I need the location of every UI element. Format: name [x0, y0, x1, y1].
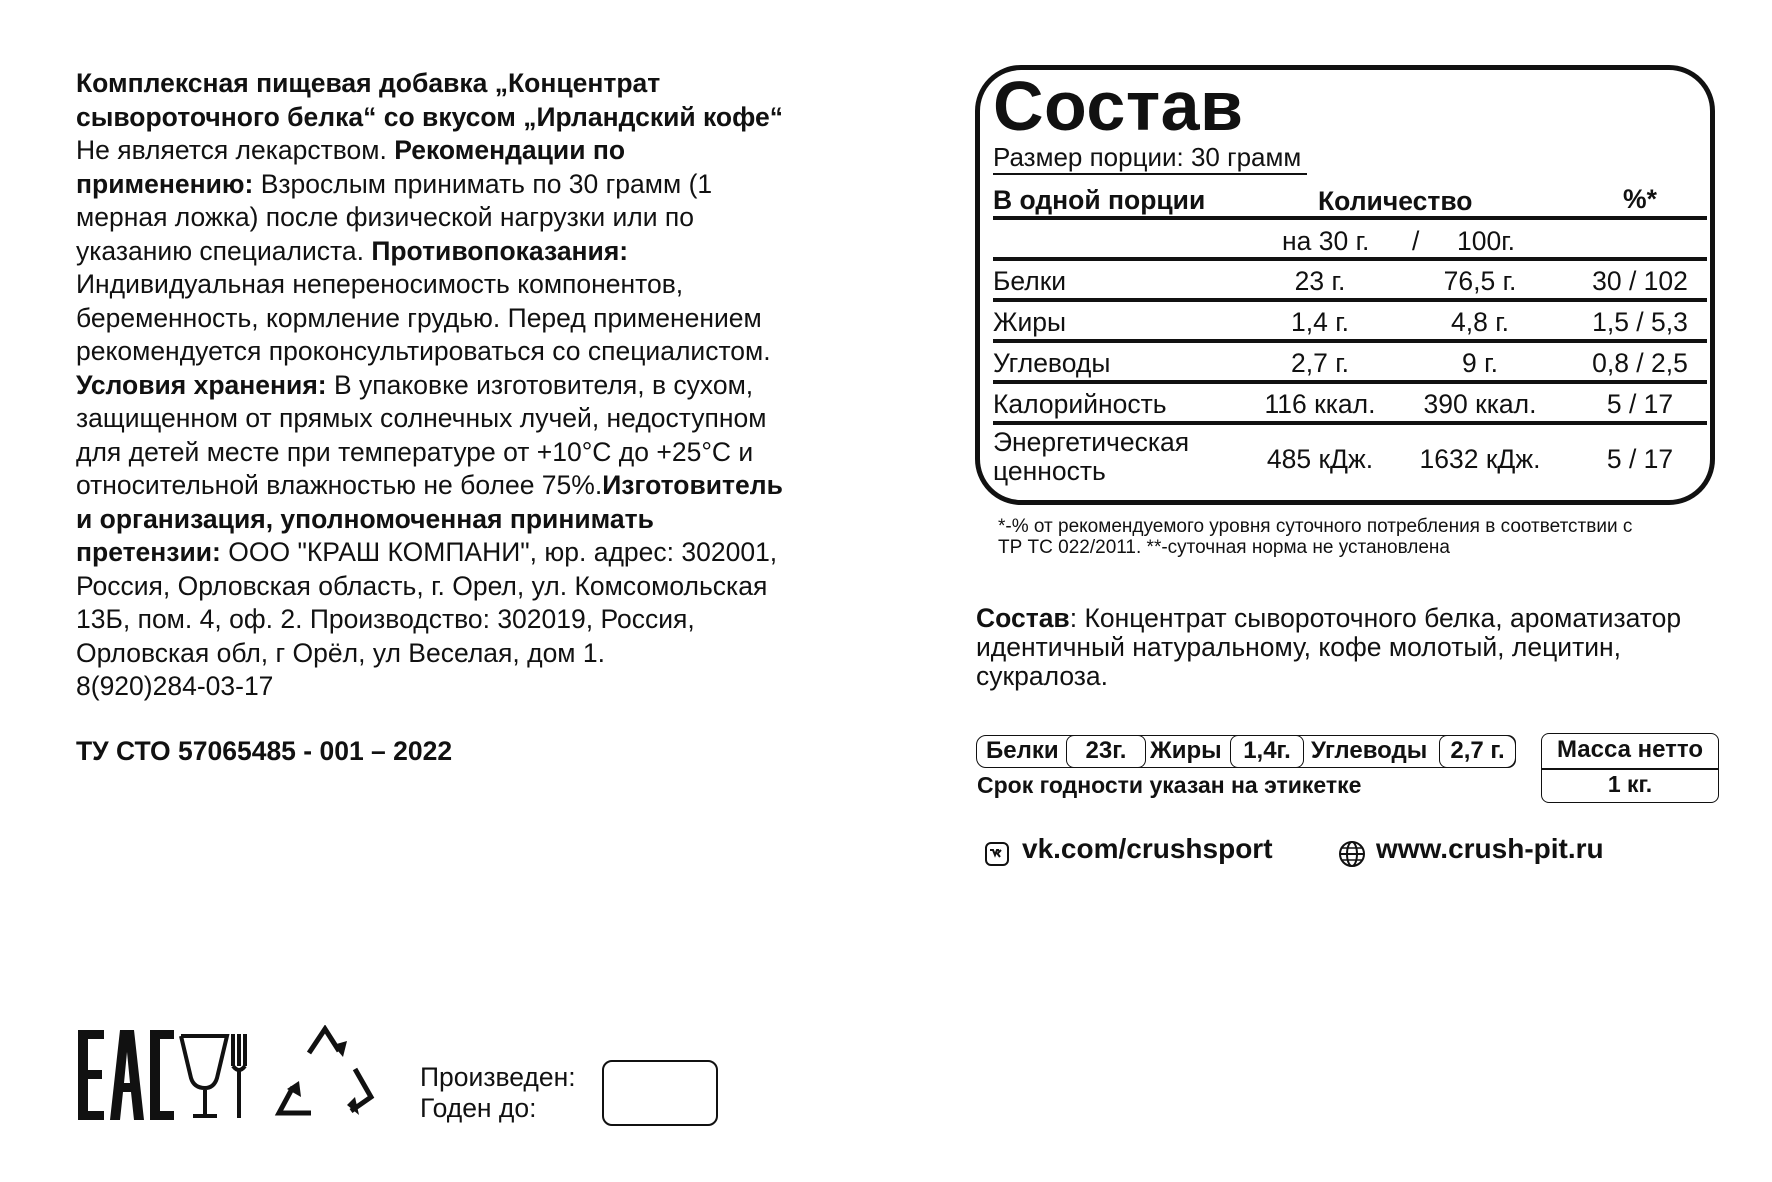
- eac-logo-icon: [76, 1030, 176, 1120]
- table-divider: [993, 298, 1707, 302]
- product-name-line-2: сывороточного белка“ со вкусом „Ирландский кофе“: [76, 101, 783, 132]
- table-divider: [993, 339, 1707, 343]
- row-energy-name: [993, 428, 1189, 486]
- net-mass-box: [1541, 733, 1719, 803]
- row-fat-percent: 1,5 / 5,3: [1592, 307, 1688, 337]
- composition-text: : Концентрат сывороточного белка, ароматизатор идентичный натуральному, кофе молотый, лецитин, сукралоза.: [976, 603, 1682, 691]
- storage-text-2: защищенном от прямых солнечных лучей, недоступном: [76, 403, 767, 433]
- manufacturer-heading-2: и организация, уполномоченная принимать: [76, 503, 654, 534]
- row-energy-100: 1632 кДж.: [1419, 444, 1541, 474]
- date-stamp-box: [602, 1060, 718, 1126]
- footnote-line-2: ТР ТС 022/2011. **-суточная норма не установлена: [998, 537, 1450, 558]
- tech-spec-code: ТУ СТО 57065485 - 001 – 2022: [76, 736, 453, 766]
- product-name-line-1: Комплексная пищевая добавка „Концентрат: [76, 68, 661, 98]
- badge-carbs-label: Углеводы: [1311, 737, 1428, 764]
- row-carbs-percent: 0,8 / 2,5: [1592, 348, 1688, 378]
- row-carbs-name: Углеводы: [993, 348, 1111, 378]
- product-description: [76, 67, 876, 704]
- row-energy-30: 485 кДж.: [1266, 444, 1374, 474]
- row-calories-30: 116 ккал.: [1264, 389, 1376, 419]
- row-energy-percent: 5 / 17: [1606, 444, 1674, 474]
- net-mass-value: 1 кг.: [1607, 771, 1653, 797]
- badge-carbs-value: 2,7 г.: [1439, 735, 1516, 768]
- row-protein-30: 23 г.: [1294, 266, 1346, 296]
- row-energy-name-line-1: Энергетическая: [993, 427, 1190, 457]
- storage-text-4: относительной влажностью не более 75%.: [76, 470, 603, 500]
- storage-text-1: В упаковке изготовителя, в сухом,: [326, 369, 754, 400]
- row-fat-name: Жиры: [993, 307, 1067, 337]
- header-amount: Количество: [1318, 186, 1473, 216]
- not-medicine-text: Не является лекарством.: [76, 135, 395, 165]
- website-link[interactable]: www.crush-pit.ru: [1376, 833, 1604, 864]
- header-percent: %*: [1623, 184, 1657, 214]
- row-calories-percent: 5 / 17: [1606, 389, 1674, 419]
- row-carbs-30: 2,7 г.: [1291, 348, 1349, 378]
- usage-heading-part-2: применению:: [76, 168, 254, 199]
- manufacturer-heading-1: Изготовитель: [602, 470, 783, 500]
- usage-text-2: мерная ложка) после физической нагрузки или по: [76, 202, 695, 232]
- badge-protein-label: Белки: [986, 737, 1059, 764]
- composition-label: Состав: [976, 603, 1070, 633]
- header-per-serving: В одной порции: [993, 185, 1206, 215]
- expiry-date-label: Годен до:: [420, 1093, 537, 1123]
- footnote-line-1: *-% от рекомендуемого уровня суточного потребления в соответствии с: [998, 516, 1633, 537]
- table-divider: [993, 421, 1707, 425]
- manufacturer-text-3: 13Б, пом. 4, оф. 2. Производство: 302019, Россия,: [76, 604, 695, 634]
- badge-fat-label: Жиры: [1150, 737, 1222, 764]
- nutrition-title: Состав: [993, 67, 1244, 145]
- shelf-life-note: Срок годности указан на этикетке: [977, 772, 1362, 798]
- contraindications-heading: Противопоказания:: [371, 235, 629, 266]
- net-mass-label: Масса нетто: [1556, 736, 1703, 763]
- table-divider: [993, 257, 1707, 261]
- row-protein-name: Белки: [993, 266, 1067, 296]
- usage-heading-part-1: Рекомендации по: [394, 135, 626, 165]
- serving-size: Размер порции: 30 грамм: [993, 141, 1307, 175]
- manufacturer-text-1: ООО "КРАШ КОМПАНИ", юр. адрес: 302001,: [220, 537, 778, 567]
- usage-text-3: указанию специалиста.: [76, 235, 372, 266]
- composition-block: [976, 604, 1696, 691]
- nutrition-footnote: [998, 516, 1718, 558]
- vk-link[interactable]: vk.com/crushsport: [1022, 833, 1273, 864]
- table-divider: [993, 216, 1707, 220]
- production-date-label: Произведен:: [420, 1062, 576, 1092]
- row-carbs-100: 9 г.: [1462, 348, 1498, 378]
- storage-text-3: для детей месте при температуре от +10°С до +25°С и: [76, 436, 754, 467]
- subheader-per-100g: 100г.: [1457, 226, 1516, 256]
- row-calories-100: 390 ккал.: [1423, 389, 1537, 419]
- vk-icon: [985, 842, 1009, 866]
- row-fat-30: 1,4 г.: [1291, 307, 1349, 337]
- subheader-per-30g: на 30 г.: [1282, 226, 1370, 256]
- food-safe-icon: [177, 1030, 257, 1122]
- badge-protein-value: 23г.: [1066, 735, 1146, 768]
- macro-badges: [976, 735, 1516, 768]
- table-divider: [993, 380, 1707, 384]
- net-mass-divider: [1542, 768, 1718, 770]
- row-protein-100: 76,5 г.: [1443, 266, 1517, 296]
- globe-icon: [1338, 840, 1366, 868]
- storage-heading: Условия хранения:: [76, 369, 327, 400]
- row-calories-name: Калорийность: [993, 389, 1167, 419]
- manufacturer-text-4: Орловская обл, г Орёл, ул Веселая, дом 1.: [76, 637, 605, 668]
- row-fat-100: 4,8 г.: [1451, 307, 1509, 337]
- contraindications-text-3: рекомендуется проконсультироваться со специалистом.: [76, 336, 771, 366]
- contraindications-text-2: беременность, кормление грудью. Перед применением: [76, 302, 762, 333]
- recycle-icon: [273, 1025, 377, 1120]
- usage-text-1: Взрослым принимать по 30 грамм (1: [253, 168, 713, 199]
- row-protein-percent: 30 / 102: [1592, 266, 1688, 296]
- subheader-slash: /: [1412, 226, 1420, 256]
- manufacturer-phone: 8(920)284-03-17: [76, 671, 274, 701]
- contraindications-text-1: Индивидуальная непереносимость компонентов,: [76, 269, 684, 299]
- manufacturer-heading-3: претензии:: [76, 537, 221, 567]
- manufacturer-text-2: Россия, Орловская область, г. Орел, ул. Комсомольская: [76, 570, 768, 601]
- badge-fat-value: 1,4г.: [1230, 735, 1304, 768]
- row-energy-name-line-2: ценность: [993, 456, 1106, 486]
